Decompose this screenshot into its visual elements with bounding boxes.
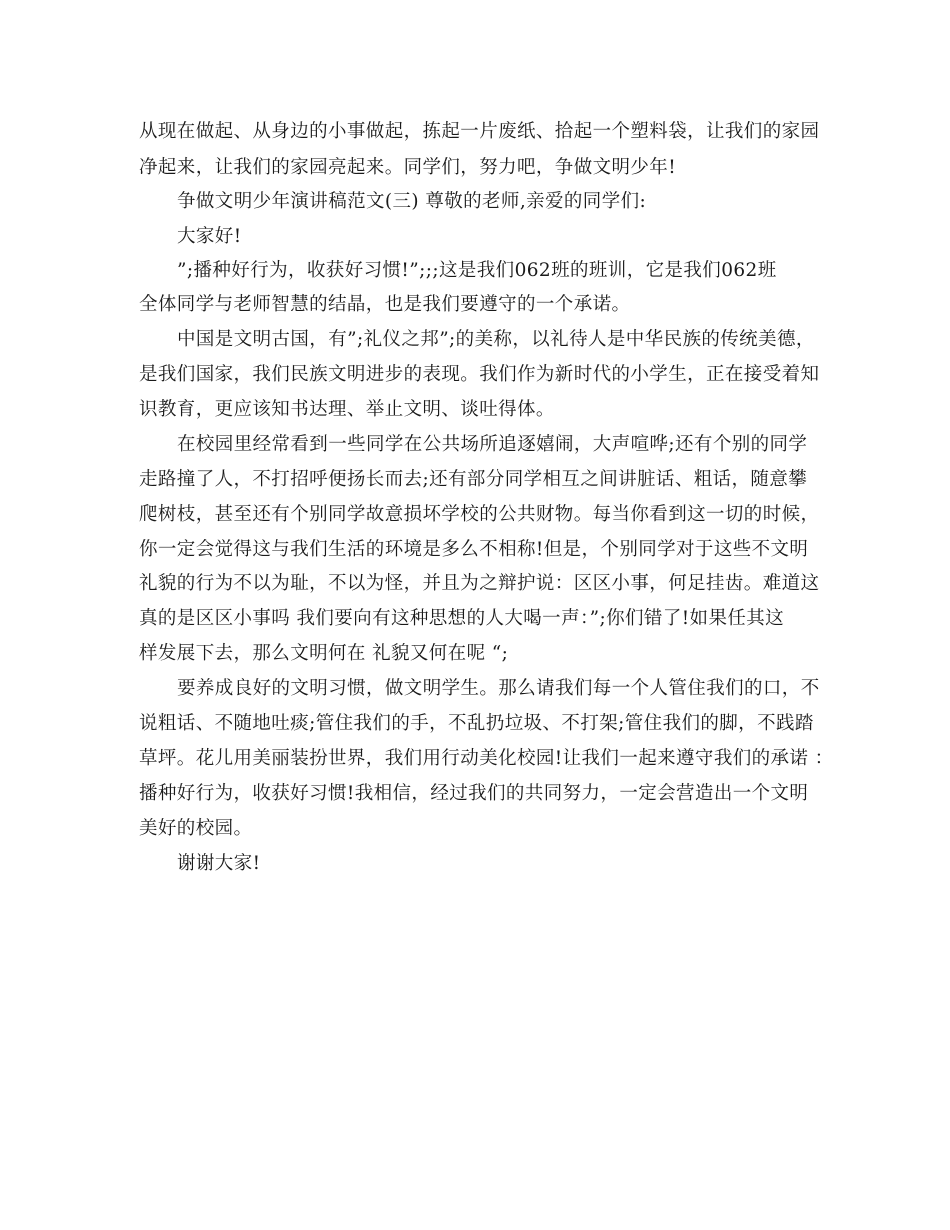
text-line: 走路撞了人，不打招呼便扬长而去;还有部分同学相互之间讲脏话、粗话，随意攀 <box>139 469 808 490</box>
text-line: 中国是文明古国，有”;礼仪之邦”;的美称，以礼待人是中华民族的传统美德， <box>177 329 815 350</box>
text-line: 草坪。花儿用美丽装扮世界，我们用行动美化校园!让我们一起来遵守我们的承诺 ： <box>139 748 834 769</box>
text-line: 是我们国家，我们民族文明进步的表现。我们作为新时代的小学生，正在接受着知 <box>139 364 820 385</box>
section-heading: 争做文明少年演讲稿范文(三) 尊敬的老师,亲爱的同学们: <box>177 191 647 212</box>
text-line: 从现在做起、从身边的小事做起，拣起一片废纸、拾起一个塑料袋，让我们的家园 <box>139 121 820 142</box>
text-line: 净起来，让我们的家园亮起来。同学们，努力吧，争做文明少年! <box>139 157 677 178</box>
text-line: 在校园里经常看到一些同学在公共场所追逐嬉闹，大声喧哗;还有个别的同学 <box>177 434 808 455</box>
text-line: 识教育，更应该知书达理、举止文明、谈吐得体。 <box>139 399 555 420</box>
text-line: 大家好! <box>177 226 242 247</box>
text-line: 样发展下去，那么文明何在 礼貌又何在呢 “; <box>139 643 509 664</box>
text-line: 美好的校园。 <box>139 818 253 839</box>
text-line: ”;播种好行为，收获好习惯!”;;;这是我们062班的班训，它是我们062班 <box>177 260 777 281</box>
text-line: 说粗话、不随地吐痰;管住我们的手，不乱扔垃圾、不打架;管住我们的脚，不践踏 <box>139 713 814 734</box>
text-line: 爬树枝，甚至还有个别同学故意损坏学校的公共财物。每当你看到这一切的时候， <box>139 504 820 525</box>
text-line: 真的是区区小事吗 我们要向有这种思想的人大喝一声：”;你们错了!如果任其这 <box>139 608 785 629</box>
text-line: 礼貌的行为不以为耻，不以为怪，并且为之辩护说：区区小事，何足挂齿。难道这 <box>139 573 820 594</box>
text-line: 播种好行为，收获好习惯!我相信，经过我们的共同努力，一定会营造出一个文明 <box>139 783 809 804</box>
text-line: 你一定会觉得这与我们生活的环境是多么不相称!但是，个别同学对于这些不文明 <box>139 539 809 560</box>
closing-line: 谢谢大家! <box>177 853 261 874</box>
text-line: 要养成良好的文明习惯，做文明学生。那么请我们每一个人管住我们的口，不 <box>177 678 820 699</box>
text-line: 全体同学与老师智慧的结晶，也是我们要遵守的一个承诺。 <box>139 294 631 315</box>
